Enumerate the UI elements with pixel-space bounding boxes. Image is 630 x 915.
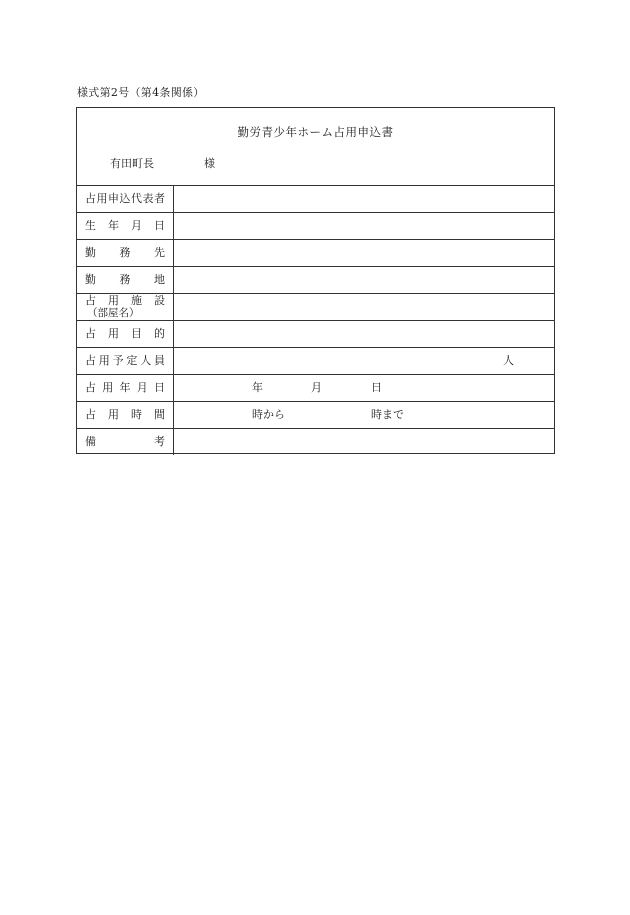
facility-field[interactable] <box>174 294 554 320</box>
unit-month: 月 <box>311 381 322 394</box>
form-number: 様式第2号（第4条関係） <box>77 86 205 99</box>
row-label: 占 用 目 的 <box>85 327 165 340</box>
row-remarks <box>77 429 554 455</box>
row-label: 占 用 年 月 日 <box>85 381 165 394</box>
row-label: 勤 務 先 <box>85 246 165 259</box>
row-planned-attendees <box>77 348 554 375</box>
usage-date-field[interactable] <box>174 375 554 401</box>
planned-attendees-field[interactable] <box>174 348 554 374</box>
applicant-representative-field[interactable] <box>174 186 554 212</box>
row-label-cell <box>77 321 174 347</box>
row-label-cell <box>77 213 174 239</box>
row-label-cell <box>77 240 174 266</box>
birth-date-field[interactable] <box>174 213 554 239</box>
addressee: 有田町長 <box>110 157 154 170</box>
row-label: 勤 務 地 <box>85 273 165 286</box>
row-label: 備 考 <box>85 435 165 448</box>
usage-time-field[interactable] <box>174 402 554 428</box>
row-label: 占 用 予 定 人 員 <box>85 354 165 367</box>
row-purpose <box>77 321 554 348</box>
row-workplace <box>77 240 554 267</box>
form-rows <box>77 186 554 455</box>
row-label: 占 用 施 設 <box>85 294 165 307</box>
row-sublabel: （部屋名） <box>87 307 140 319</box>
unit-time-until: 時まで <box>371 408 404 421</box>
row-label: 占 用 申 込 代 表 者 <box>85 192 165 205</box>
row-label-cell <box>77 429 174 455</box>
workplace-field[interactable] <box>174 240 554 266</box>
row-label-cell <box>77 375 174 401</box>
row-usage-time <box>77 402 554 429</box>
honorific: 様 <box>204 157 215 170</box>
unit-day: 日 <box>371 381 382 394</box>
row-work-location <box>77 267 554 294</box>
remarks-field[interactable] <box>174 429 554 455</box>
form-title: 勤労青少年ホーム占用申込書 <box>237 125 394 139</box>
unit-time-from: 時から <box>252 408 285 421</box>
row-label-cell <box>77 402 174 428</box>
form-header <box>77 108 554 186</box>
unit-people: 人 <box>503 354 514 367</box>
row-label-cell <box>77 348 174 374</box>
row-birth-date <box>77 213 554 240</box>
purpose-field[interactable] <box>174 321 554 347</box>
unit-year: 年 <box>252 381 263 394</box>
row-label-cell <box>77 267 174 293</box>
work-location-field[interactable] <box>174 267 554 293</box>
row-label: 占 用 時 間 <box>85 408 165 421</box>
row-label-cell <box>77 294 174 320</box>
row-applicant-representative <box>77 186 554 213</box>
row-usage-date <box>77 375 554 402</box>
row-label: 生 年 月 日 <box>85 219 165 232</box>
application-form <box>76 107 555 454</box>
row-label-cell <box>77 186 174 212</box>
row-facility <box>77 294 554 321</box>
